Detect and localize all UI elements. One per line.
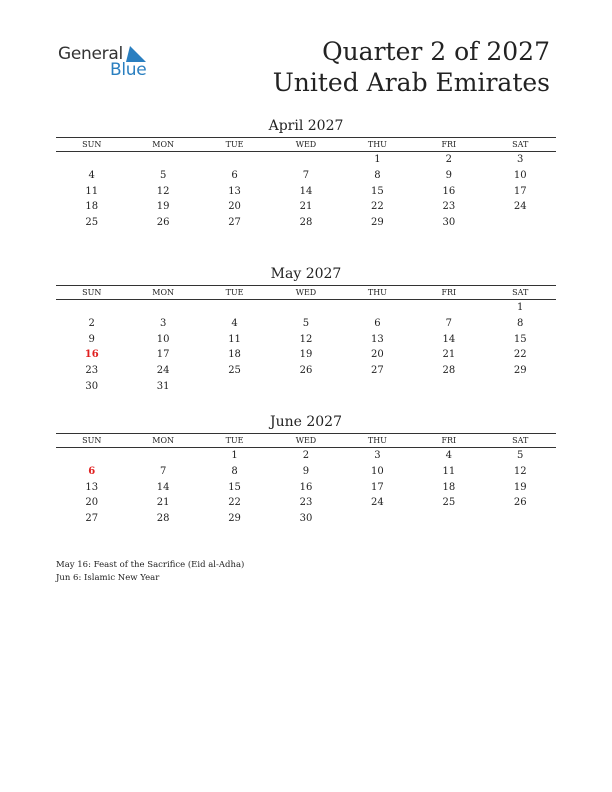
- week-row: [56, 316, 556, 332]
- week-row: [56, 511, 556, 527]
- day-cell: 30: [85, 380, 99, 392]
- day-cell: 24: [513, 201, 527, 213]
- week-row: [56, 379, 556, 395]
- week-row: [56, 215, 556, 231]
- holiday-note: May 16: Feast of the Sacrifice (Eid al-Adha): [56, 560, 245, 570]
- day-cell: [485, 511, 556, 527]
- day-cell: [270, 379, 341, 395]
- weekday-header: [56, 137, 556, 152]
- day-cell: 16: [442, 185, 456, 197]
- weekday-label: FRI: [441, 436, 457, 445]
- day-cell: [485, 215, 556, 231]
- day-cell: 21: [299, 201, 313, 213]
- day-cell: [342, 300, 413, 316]
- day-cell: 26: [156, 217, 170, 229]
- day-cell: 1: [517, 302, 524, 313]
- title-quarter: Quarter 2 of 2027: [322, 37, 550, 66]
- day-cell: 4: [231, 317, 238, 329]
- day-cell: 12: [299, 333, 313, 345]
- day-cell: 25: [85, 217, 99, 229]
- day-cell: 17: [156, 349, 170, 361]
- day-cell: 25: [442, 497, 456, 509]
- day-cell: 21: [156, 497, 170, 509]
- weekday-label: FRI: [441, 140, 457, 149]
- day-cell: 27: [85, 513, 99, 525]
- day-cell: 4: [445, 450, 452, 461]
- week-row: [56, 495, 556, 511]
- weekday-label: SUN: [82, 288, 102, 297]
- day-cell: 9: [445, 169, 452, 181]
- day-cell: 20: [228, 201, 241, 213]
- day-cell: 2: [445, 154, 452, 165]
- day-cell: [199, 152, 270, 168]
- day-cell: 27: [371, 365, 384, 377]
- weekday-label: SAT: [512, 288, 529, 297]
- week-row: [56, 464, 556, 480]
- day-cell: 6: [231, 169, 238, 181]
- weekday-header: [56, 285, 556, 300]
- day-cell: [56, 152, 127, 168]
- day-cell: 6: [374, 317, 381, 329]
- day-cell: [342, 379, 413, 395]
- holiday-day: 16: [84, 349, 99, 361]
- day-cell: 12: [156, 185, 170, 197]
- weekday-label: THU: [367, 288, 387, 297]
- day-cell: [485, 379, 556, 395]
- day-cell: 2: [302, 450, 310, 461]
- weekday-label: WED: [295, 140, 317, 149]
- day-cell: [56, 448, 127, 464]
- day-cell: 23: [299, 497, 313, 509]
- day-cell: [56, 300, 127, 316]
- weekday-label: TUE: [225, 288, 244, 297]
- day-cell: 5: [302, 317, 310, 329]
- logo-word-blue: Blue: [110, 60, 147, 80]
- day-cell: 9: [302, 465, 310, 477]
- day-cell: 2: [88, 317, 95, 329]
- day-cell: 10: [513, 169, 527, 181]
- day-cell: 25: [228, 365, 241, 377]
- day-cell: 15: [513, 333, 527, 345]
- day-cell: 16: [299, 481, 313, 493]
- day-cell: 22: [513, 349, 527, 361]
- week-row: [56, 168, 556, 184]
- day-cell: [342, 511, 413, 527]
- day-cell: 28: [299, 217, 313, 229]
- weekday-label: MON: [152, 436, 174, 445]
- day-cell: 15: [371, 185, 384, 197]
- day-cell: 11: [85, 185, 99, 197]
- day-cell: 22: [228, 497, 241, 509]
- day-cell: [413, 379, 484, 395]
- month-calendar: [56, 265, 556, 395]
- weekday-header: [56, 433, 556, 448]
- day-cell: 29: [228, 513, 241, 525]
- day-cell: 1: [374, 154, 381, 165]
- week-row: [56, 363, 556, 379]
- title-country: United Arab Emirates: [272, 68, 550, 97]
- week-row: [56, 300, 556, 316]
- weekday-label: TUE: [225, 436, 244, 445]
- day-cell: 7: [302, 169, 310, 181]
- day-cell: 15: [228, 481, 241, 493]
- holiday-notes: [56, 559, 244, 585]
- day-cell: 17: [371, 481, 384, 493]
- day-cell: 13: [371, 333, 384, 345]
- day-cell: 11: [228, 333, 241, 345]
- day-cell: 31: [156, 380, 170, 392]
- day-cell: 11: [442, 465, 456, 477]
- month-title: May 2027: [270, 266, 342, 282]
- day-cell: 19: [156, 201, 170, 213]
- month-calendar: [56, 117, 556, 231]
- day-cell: 7: [159, 465, 167, 477]
- day-cell: 26: [299, 365, 313, 377]
- day-cell: 10: [371, 465, 384, 477]
- week-row: [56, 332, 556, 348]
- day-cell: 10: [156, 333, 170, 345]
- day-cell: 28: [442, 365, 456, 377]
- day-cell: 14: [299, 185, 313, 197]
- day-cell: 23: [85, 365, 99, 377]
- day-cell: 24: [156, 365, 170, 377]
- day-cell: 3: [517, 154, 524, 165]
- day-cell: 24: [371, 497, 384, 509]
- holiday-note: Jun 6: Islamic New Year: [56, 573, 160, 583]
- weekday-label: THU: [367, 140, 387, 149]
- day-cell: 18: [228, 349, 241, 361]
- day-cell: 20: [371, 349, 384, 361]
- page-title: [273, 36, 550, 98]
- week-row: [56, 480, 556, 496]
- weekday-label: MON: [152, 140, 174, 149]
- day-cell: 18: [85, 201, 99, 213]
- weekday-label: THU: [367, 436, 387, 445]
- weekday-label: SAT: [512, 140, 529, 149]
- brand-logo: [58, 42, 158, 82]
- day-cell: 13: [228, 185, 241, 197]
- week-row: [56, 152, 556, 168]
- weekday-label: WED: [295, 288, 317, 297]
- day-cell: 1: [231, 450, 238, 461]
- day-cell: 13: [85, 481, 99, 493]
- day-cell: 4: [88, 169, 95, 181]
- day-cell: 19: [513, 481, 527, 493]
- day-cell: 3: [374, 450, 381, 461]
- month-calendar: [56, 413, 556, 527]
- day-cell: 5: [517, 450, 524, 461]
- day-cell: 8: [517, 317, 524, 329]
- day-cell: [199, 300, 270, 316]
- weekday-label: SUN: [82, 140, 102, 149]
- month-title: April 2027: [268, 118, 344, 134]
- day-cell: [413, 511, 484, 527]
- day-cell: 28: [156, 513, 170, 525]
- day-cell: 12: [513, 465, 527, 477]
- day-cell: 8: [374, 169, 381, 181]
- day-cell: 29: [513, 365, 527, 377]
- day-cell: 8: [231, 465, 238, 477]
- weekday-label: WED: [295, 436, 317, 445]
- weekday-label: SUN: [82, 436, 102, 445]
- day-cell: 29: [371, 217, 384, 229]
- day-cell: 30: [299, 513, 313, 525]
- week-row: [56, 184, 556, 200]
- weekday-label: SAT: [512, 436, 529, 445]
- day-cell: 9: [88, 333, 95, 345]
- logo-word-general: General: [58, 44, 123, 64]
- day-cell: [127, 448, 198, 464]
- day-cell: 23: [442, 201, 456, 213]
- day-cell: 14: [156, 481, 170, 493]
- month-title: June 2027: [269, 414, 342, 430]
- weekday-label: MON: [152, 288, 174, 297]
- week-row: [56, 347, 556, 363]
- week-row: [56, 448, 556, 464]
- day-cell: 30: [442, 217, 456, 229]
- holiday-day: 6: [88, 465, 96, 477]
- day-cell: [413, 300, 484, 316]
- day-cell: 14: [442, 333, 456, 345]
- day-cell: [270, 152, 341, 168]
- day-cell: 22: [371, 201, 384, 213]
- day-cell: 21: [442, 349, 456, 361]
- day-cell: 17: [513, 185, 527, 197]
- day-cell: 19: [299, 349, 313, 361]
- day-cell: 20: [85, 497, 99, 509]
- day-cell: 26: [513, 497, 527, 509]
- weekday-label: FRI: [441, 288, 457, 297]
- day-cell: 5: [159, 169, 167, 181]
- day-cell: [127, 300, 198, 316]
- weekday-label: TUE: [225, 140, 244, 149]
- day-cell: [199, 379, 270, 395]
- day-cell: [127, 152, 198, 168]
- day-cell: 27: [228, 217, 241, 229]
- week-row: [56, 199, 556, 215]
- day-cell: 7: [445, 317, 452, 329]
- day-cell: [270, 300, 341, 316]
- day-cell: 18: [442, 481, 456, 493]
- day-cell: 3: [159, 317, 167, 329]
